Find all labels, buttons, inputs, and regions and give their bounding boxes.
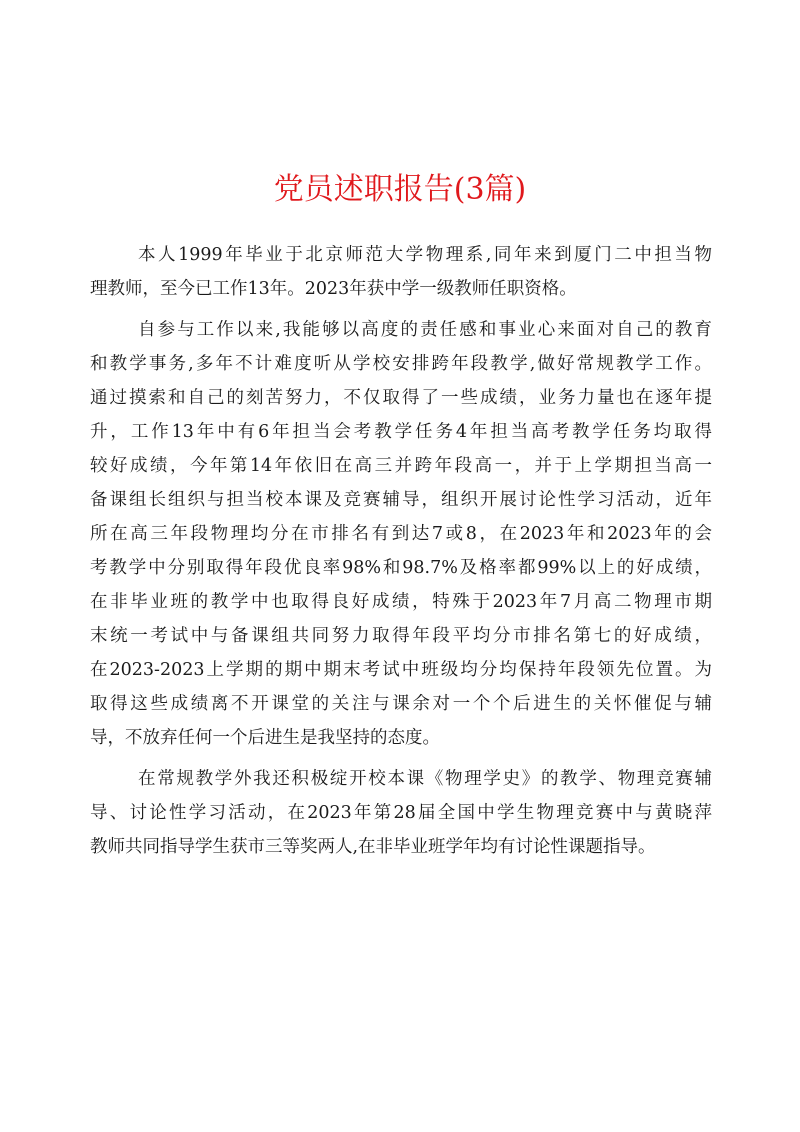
text-line: 本人1999年毕业于北京师范大学物理系,同年来到厦门二中担当物 [138,245,712,265]
text-line: 升，工作13年中有6年担当会考教学任务4年担当高考教学任务均取得 [90,422,712,442]
text-line: 通过摸索和自己的刻苦努力，不仅取得了一些成绩，业务力量也在逐年提 [90,388,712,408]
document-title: 党员述职报告(3篇) [273,172,527,207]
paragraph-3 [90,762,712,864]
text-line: 在非毕业班的教学中也取得良好成绩，特殊于2023年7月高二物理市期 [90,592,712,612]
paragraph-1 [90,238,712,306]
text-line: 导、讨论性学习活动，在2023年第28届全国中学生物理竞赛中与黄晓萍 [90,803,712,823]
text-line: 理教师，至今已工作13年。2023年获中学一级教师任职资格。 [90,279,577,299]
text-line: 取得这些成绩离不开课堂的关注与课余对一个个后进生的关怀催促与辅 [90,694,712,714]
text-line: 教师共同指导学生获市三等奖两人,在非毕业班学年均有讨论性课题指导。 [90,837,656,857]
text-line: 末统一考试中与备课组共同努力取得年段平均分市排名第七的好成绩， [90,626,712,646]
text-line: 导，不放弃任何一个后进生是我坚持的态度。 [90,728,440,748]
text-line: 较好成绩，今年第14年依旧在高三并跨年段高一，并于上学期担当高一 [90,456,712,476]
text-line: 自参与工作以来,我能够以高度的责任感和事业心来面对自己的教育 [138,320,712,340]
text-line: 在常规教学外我还积极绽开校本课《物理学史》的教学、物理竞赛辅 [138,769,712,789]
text-line: 在2023-2023上学期的期中期末考试中班级均分均保持年段领先位置。为 [90,660,712,680]
text-line: 备课组长组织与担当校本课及竞赛辅导，组织开展讨论性学习活动，近年 [90,490,712,510]
text-line: 所在高三年段物理均分在市排名有到达7或8，在2023年和2023年的会 [90,524,712,544]
paragraph-2 [90,313,712,755]
text-line: 考教学中分别取得年段优良率98%和98.7%及格率都99%以上的好成绩， [90,558,712,578]
text-line: 和教学事务,多年不计难度听从学校安排跨年段教学,做好常规教学工作。 [90,354,712,374]
document-body [90,238,712,864]
